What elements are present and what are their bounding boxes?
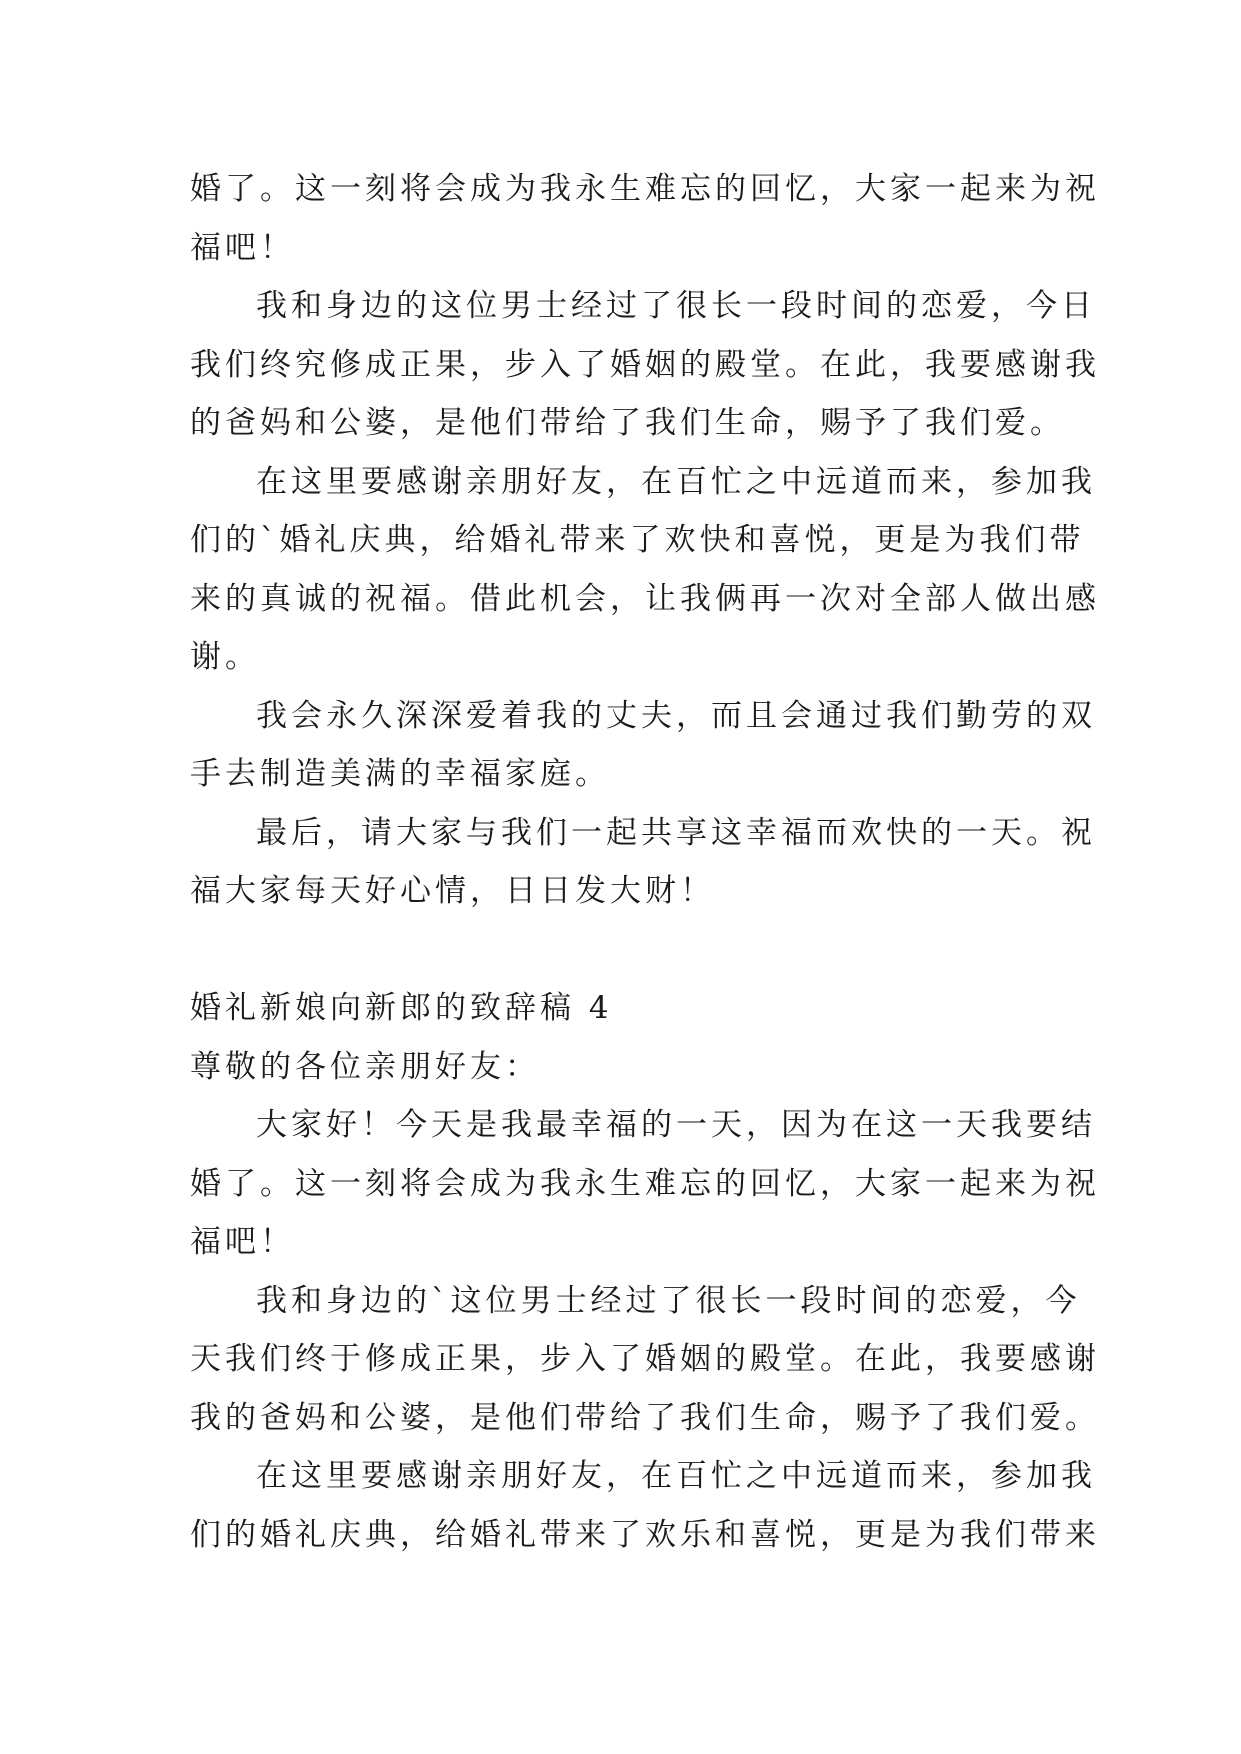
paragraph-line: 来的真诚的祝福。借此机会，让我俩再一次对全部人做出感 — [190, 580, 1100, 617]
document-body — [190, 160, 1100, 1564]
paragraph-line: 婚了。这一刻将会成为我永生难忘的回忆，大家一起来为祝 — [190, 1165, 1100, 1202]
paragraph-line: 天我们终于修成正果，步入了婚姻的殿堂。在此，我要感谢 — [190, 1341, 1100, 1377]
paragraph-line: 我和身边的这位男士经过了很长一段时间的恋爱，今日 — [256, 288, 1096, 324]
paragraph-line: 我和身边的`这位男士经过了很长一段时间的恋爱，今 — [256, 1282, 1081, 1319]
paragraph-line: 谢。 — [190, 639, 260, 675]
paragraph-line: 我会永久深深爱着我的丈夫，而且会通过我们勤劳的双 — [256, 697, 1096, 734]
paragraph-line: 在这里要感谢亲朋好友，在百忙之中远道而来，参加我 — [256, 1458, 1096, 1494]
paragraph-line: 我们终究修成正果，步入了婚姻的殿堂。在此，我要感谢我 — [190, 346, 1100, 383]
paragraph-line: 婚了。这一刻将会成为我永生难忘的回忆，大家一起来为祝 — [190, 171, 1100, 207]
paragraph-line: 我的爸妈和公婆，是他们带给了我们生命，赐予了我们爱。 — [190, 1399, 1100, 1436]
paragraph-line: 们的`婚礼庆典，给婚礼带来了欢快和喜悦，更是为我们带 — [190, 522, 1085, 558]
paragraph-line: 福大家每天好心情，日日发大财！ — [190, 873, 715, 909]
salutation: 尊敬的各位亲朋好友： — [190, 1048, 540, 1085]
paragraph-line: 的爸妈和公婆，是他们带给了我们生命，赐予了我们爱。 — [190, 405, 1065, 441]
paragraph-line: 福吧！ — [190, 229, 295, 266]
paragraph-line: 手去制造美满的幸福家庭。 — [190, 756, 610, 792]
paragraph-line: 在这里要感谢亲朋好友，在百忙之中远道而来，参加我 — [256, 463, 1096, 500]
paragraph-line: 大家好！今天是我最幸福的一天，因为在这一天我要结 — [256, 1107, 1096, 1143]
paragraph-line: 们的婚礼庆典，给婚礼带来了欢乐和喜悦，更是为我们带来 — [190, 1516, 1100, 1553]
section-title: 婚礼新娘向新郎的致辞稿 4 — [190, 990, 613, 1026]
section-gap — [190, 921, 1070, 980]
paragraph-line: 最后，请大家与我们一起共享这幸福而欢快的一天。祝 — [256, 814, 1096, 851]
paragraph-line: 福吧！ — [190, 1224, 295, 1260]
